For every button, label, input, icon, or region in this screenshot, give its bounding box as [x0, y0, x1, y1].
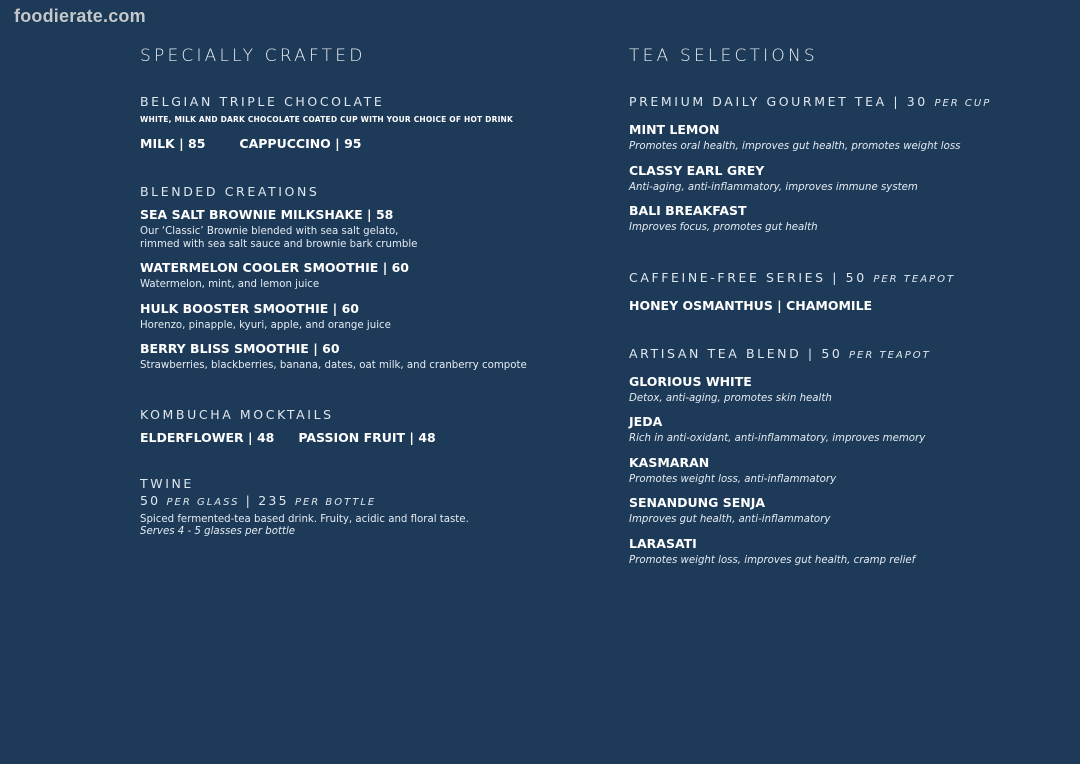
- item-description-line: Our ‘Classic’ Brownie blended with sea salt gelato,: [140, 226, 399, 237]
- item-description: [140, 226, 580, 251]
- kombucha-items: [140, 430, 580, 446]
- item-name: HULK BOOSTER SMOOTHIE | 60: [140, 300, 359, 316]
- column-title-specially-crafted: SPECIALLY CRAFTED: [140, 46, 366, 66]
- item-name: JEDA: [629, 414, 663, 429]
- section-title: TWINE: [140, 475, 194, 491]
- item-description-line: Spiced fermented-tea based drink. Fruity, acidic and floral taste.: [140, 513, 469, 525]
- item-name: WATERMELON COOLER SMOOTHIE | 60: [140, 260, 410, 275]
- item-description: Rich in anti-oxidant, anti-inflammatory, improves memory: [629, 433, 926, 444]
- section-kombucha-mocktails: [140, 407, 580, 446]
- section-title: [629, 270, 1029, 288]
- tea-item: [629, 203, 1029, 235]
- section-unit: PER TEAPOT: [873, 273, 956, 285]
- item-note: Serves 4 - 5 glasses per bottle: [140, 526, 296, 537]
- section-belgian-triple-chocolate: [140, 94, 580, 152]
- menu-item: [140, 260, 580, 292]
- item-name: SEA SALT BROWNIE MILKSHAKE | 58: [140, 207, 394, 222]
- price-bottle: 235: [258, 492, 289, 508]
- tea-item: [629, 374, 1029, 406]
- section-title: BELGIAN TRIPLE CHOCOLATE: [140, 94, 385, 109]
- section-artisan-tea-blend: [629, 346, 1029, 568]
- tea-item-honey-osmanthus-chamomile: HONEY OSMANTHUS | CHAMOMILE: [629, 297, 873, 313]
- item-description: Promotes weight loss, anti-inflammatory: [629, 473, 837, 485]
- menu-item-milk: MILK | 85: [140, 136, 206, 151]
- item-name: MINT LEMON: [629, 122, 720, 137]
- section-caffeine-free-series: [629, 270, 1029, 314]
- item-description: Detox, anti-aging, promotes skin health: [629, 392, 832, 404]
- menu-item: [140, 207, 580, 251]
- left-column: [140, 46, 580, 569]
- unit-bottle: PER BOTTLE: [294, 496, 377, 508]
- item-description: Horenzo, pinapple, kyuri, apple, and orange juice: [140, 319, 391, 331]
- section-unit: PER TEAPOT: [849, 349, 931, 361]
- right-column: [629, 46, 1029, 597]
- item-description: Promotes oral health, improves gut health, promotes weight loss: [629, 141, 961, 152]
- menu-item: [140, 301, 580, 333]
- section-title-text: CAFFEINE-FREE SERIES | 50: [629, 269, 867, 285]
- item-description: Watermelon, mint, and lemon juice: [140, 279, 320, 290]
- section-twine: [140, 476, 580, 539]
- section-unit: PER CUP: [934, 98, 992, 109]
- belgian-items: [140, 136, 580, 152]
- item-name: LARASATI: [629, 535, 697, 551]
- menu-item: [140, 341, 580, 373]
- section-premium-daily-gourmet-tea: [629, 94, 1029, 235]
- unit-glass: PER GLASS: [166, 496, 240, 508]
- item-description: Improves gut health, anti-inflammatory: [629, 514, 831, 525]
- item-description-line: rimmed with sea salt sauce and brownie bark crumble: [140, 238, 418, 250]
- section-title: KOMBUCHA MOCKTAILS: [140, 406, 334, 422]
- section-title-text: ARTISAN TEA BLEND | 50: [629, 345, 843, 361]
- item-description: Improves focus, promotes gut health: [629, 222, 818, 233]
- item-description: Promotes weight loss, improves gut health, cramp relief: [629, 554, 916, 566]
- item-description: [140, 514, 580, 539]
- tea-item: [629, 122, 1029, 154]
- column-title-tea-selections: TEA SELECTIONS: [629, 46, 818, 66]
- item-name: KASMARAN: [629, 454, 710, 470]
- section-title: [629, 94, 1029, 112]
- item-name: CLASSY EARL GREY: [629, 162, 765, 178]
- tea-item: [629, 455, 1029, 487]
- section-title-text: PREMIUM DAILY GOURMET TEA | 30: [629, 94, 928, 109]
- menu-item-cappuccino: CAPPUCCINO | 95: [239, 136, 362, 151]
- twine-price: [140, 493, 580, 510]
- section-title: [629, 346, 1029, 364]
- item-name: GLORIOUS WHITE: [629, 373, 752, 389]
- item-name: BERRY BLISS SMOOTHIE | 60: [140, 341, 340, 356]
- section-subtitle: WHITE, MILK AND DARK CHOCOLATE COATED CUP WITH YOUR CHOICE OF HOT DRINK: [140, 115, 514, 124]
- item-description: Strawberries, blackberries, banana, dates, oat milk, and cranberry compote: [140, 360, 527, 371]
- section-blended-creations: [140, 184, 580, 373]
- tea-item: [629, 163, 1029, 195]
- tea-item: [629, 495, 1029, 527]
- item-name: SENANDUNG SENJA: [629, 495, 766, 510]
- price-separator: |: [245, 492, 253, 508]
- menu-item-passion-fruit: PASSION FRUIT | 48: [298, 429, 436, 445]
- item-name: BALI BREAKFAST: [629, 203, 747, 218]
- menu-item-elderflower: ELDERFLOWER | 48: [140, 429, 275, 445]
- watermark: foodierate.com: [14, 6, 146, 26]
- tea-item: [629, 536, 1029, 568]
- price-glass: 50: [140, 492, 161, 508]
- tea-item: [629, 414, 1029, 446]
- item-description: Anti-aging, anti-inflammatory, improves immune system: [629, 181, 918, 193]
- section-title: BLENDED CREATIONS: [140, 184, 320, 199]
